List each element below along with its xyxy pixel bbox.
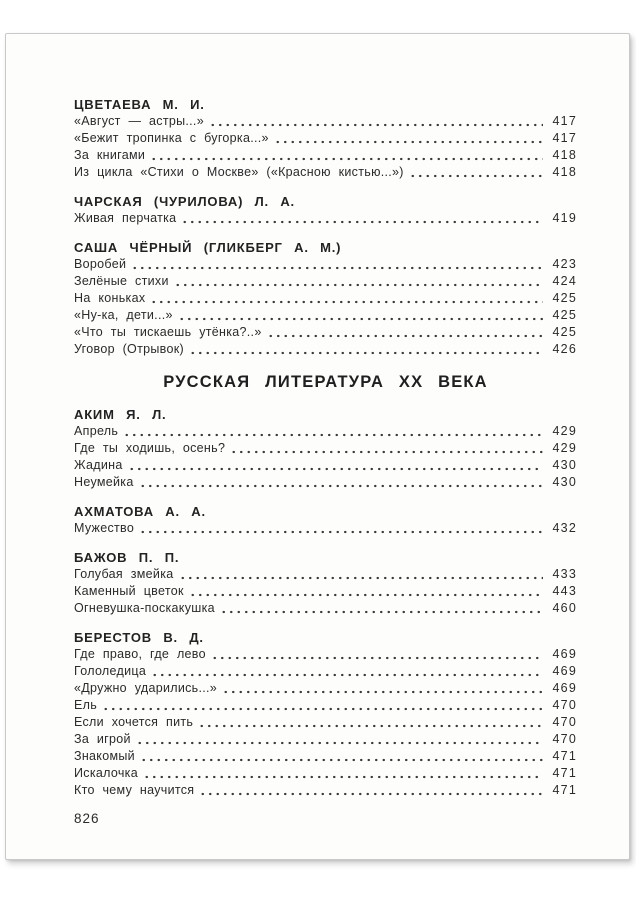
- entry-title: За игрой: [74, 732, 131, 746]
- entry-page-number: 418: [552, 165, 577, 179]
- dot-leader: [102, 707, 543, 711]
- entry-title: Каменный цветок: [74, 584, 184, 598]
- toc-entry: [74, 256, 577, 273]
- entry-page-number: 470: [552, 715, 577, 729]
- entry-page-number: 425: [552, 308, 577, 322]
- entry-page-number: 429: [552, 441, 577, 455]
- entry-title: Мужество: [74, 521, 135, 535]
- dot-leader: [178, 317, 543, 321]
- dot-leader: [211, 656, 543, 660]
- toc-entry: [74, 680, 577, 697]
- entry-page-number: 429: [552, 424, 577, 438]
- entry-page-number: 469: [552, 664, 577, 678]
- toc-entry: [74, 210, 577, 227]
- dot-leader: [150, 157, 543, 161]
- dot-leader: [209, 123, 543, 127]
- toc-entry: [74, 646, 577, 663]
- dot-leader: [181, 220, 543, 224]
- toc-entry: [74, 164, 577, 181]
- dot-leader: [274, 140, 543, 144]
- toc-entry: [74, 423, 577, 440]
- entry-title: «Что ты тискаешь утёнка?..»: [74, 325, 262, 339]
- entry-title: Воробей: [74, 257, 127, 271]
- entry-title: Уговор (Отрывок): [74, 342, 184, 356]
- toc-entry: [74, 474, 577, 491]
- page-footer-number: 826: [74, 811, 100, 826]
- entry-page-number: 426: [552, 342, 577, 356]
- entry-title: На коньках: [74, 291, 146, 305]
- toc-entry: [74, 147, 577, 164]
- entry-page-number: 469: [552, 647, 577, 661]
- toc-section-tsvetaeva: [74, 96, 577, 181]
- toc-entry: [74, 583, 577, 600]
- entry-page-number: 417: [552, 114, 577, 128]
- entry-page-number: 417: [552, 131, 577, 145]
- entry-page-number: 425: [552, 325, 577, 339]
- entry-title: Где ты ходишь, осень?: [74, 441, 226, 455]
- book-page: [5, 33, 630, 860]
- dot-leader: [409, 174, 543, 178]
- author-heading: БЕРЕСТОВ В. Д.: [74, 630, 204, 645]
- entry-title: Гололедица: [74, 664, 147, 678]
- dot-leader: [150, 300, 543, 304]
- entry-page-number: 419: [552, 211, 577, 225]
- dot-leader: [189, 351, 543, 355]
- toc-entry: [74, 600, 577, 617]
- dot-leader: [267, 334, 543, 338]
- toc-entry: [74, 324, 577, 341]
- toc-section-berestov: [74, 629, 577, 799]
- entry-title: Зелёные стихи: [74, 274, 169, 288]
- toc-entry: [74, 113, 577, 130]
- toc-section-akim: [74, 406, 577, 491]
- dot-leader: [139, 484, 543, 488]
- entry-title: Голубая змейка: [74, 567, 174, 581]
- dot-leader: [230, 450, 543, 454]
- entry-page-number: 443: [552, 584, 577, 598]
- entry-title: Знакомый: [74, 749, 135, 763]
- toc-entry: [74, 273, 577, 290]
- toc-entry: [74, 130, 577, 147]
- toc-entry: [74, 341, 577, 358]
- dot-leader: [189, 593, 543, 597]
- entry-title: «Дружно ударились...»: [74, 681, 218, 695]
- toc-entry: [74, 782, 577, 799]
- entry-page-number: 460: [552, 601, 577, 615]
- toc-entry: [74, 290, 577, 307]
- entry-title: «Август — астры...»: [74, 114, 204, 128]
- entry-title: Живая перчатка: [74, 211, 177, 225]
- dot-leader: [136, 741, 543, 745]
- dot-leader: [151, 673, 543, 677]
- toc-entry: [74, 765, 577, 782]
- entry-page-number: 471: [552, 783, 577, 797]
- entry-page-number: 430: [552, 475, 577, 489]
- entry-title: За книгами: [74, 148, 146, 162]
- entry-page-number: 471: [552, 749, 577, 763]
- author-heading: АКИМ Я. Л.: [74, 407, 167, 422]
- dot-leader: [198, 724, 543, 728]
- dot-leader: [174, 283, 543, 287]
- toc-entry: [74, 520, 577, 537]
- toc-entry: [74, 307, 577, 324]
- entry-page-number: 432: [552, 521, 577, 535]
- part-heading: РУССКАЯ ЛИТЕРАТУРА XX ВЕКА: [163, 373, 488, 391]
- entry-page-number: 433: [552, 567, 577, 581]
- dot-leader: [131, 266, 543, 270]
- toc-entry: [74, 748, 577, 765]
- dot-leader: [179, 576, 543, 580]
- toc-entry: [74, 566, 577, 583]
- entry-title: Искалочка: [74, 766, 138, 780]
- entry-page-number: 425: [552, 291, 577, 305]
- dot-leader: [143, 775, 543, 779]
- entry-page-number: 469: [552, 681, 577, 695]
- entry-page-number: 424: [552, 274, 577, 288]
- toc-entry: [74, 663, 577, 680]
- entry-title: «Бежит тропинка с бугорка...»: [74, 131, 269, 145]
- dot-leader: [139, 530, 543, 534]
- toc-entry: [74, 457, 577, 474]
- entry-title: Жадина: [74, 458, 123, 472]
- entry-page-number: 470: [552, 732, 577, 746]
- entry-page-number: 418: [552, 148, 577, 162]
- dot-leader: [140, 758, 543, 762]
- toc-entry: [74, 714, 577, 731]
- author-heading: БАЖОВ П. П.: [74, 550, 180, 565]
- entry-title: Кто чему научится: [74, 783, 195, 797]
- entry-page-number: 430: [552, 458, 577, 472]
- toc-section-sasha-cherny: [74, 239, 577, 358]
- entry-title: «Ну-ка, дети...»: [74, 308, 173, 322]
- toc-entry: [74, 731, 577, 748]
- dot-leader: [199, 792, 543, 796]
- dot-leader: [128, 467, 543, 471]
- entry-title: Неумейка: [74, 475, 134, 489]
- toc-entry: [74, 697, 577, 714]
- author-heading: САША ЧЁРНЫЙ (ГЛИКБЕРГ А. М.): [74, 240, 342, 255]
- author-heading: АХМАТОВА А. А.: [74, 504, 206, 519]
- author-heading: ЦВЕТАЕВА М. И.: [74, 97, 205, 112]
- toc-section-bazhov: [74, 549, 577, 617]
- dot-leader: [220, 610, 543, 614]
- toc-section-akhmatova: [74, 503, 577, 537]
- dot-leader: [222, 690, 543, 694]
- toc-entry: [74, 440, 577, 457]
- entry-title: Огневушка-поскакушка: [74, 601, 215, 615]
- entry-title: Из цикла «Стихи о Москве» («Красною кистью...»): [74, 165, 404, 179]
- dot-leader: [123, 433, 543, 437]
- entry-page-number: 470: [552, 698, 577, 712]
- entry-title: Если хочется пить: [74, 715, 194, 729]
- author-heading: ЧАРСКАЯ (ЧУРИЛОВА) Л. А.: [74, 194, 295, 209]
- entry-title: Апрель: [74, 424, 119, 438]
- entry-title: Ель: [74, 698, 98, 712]
- entry-title: Где право, где лево: [74, 647, 206, 661]
- entry-page-number: 423: [552, 257, 577, 271]
- entry-page-number: 471: [552, 766, 577, 780]
- toc-section-charskaya: [74, 193, 577, 227]
